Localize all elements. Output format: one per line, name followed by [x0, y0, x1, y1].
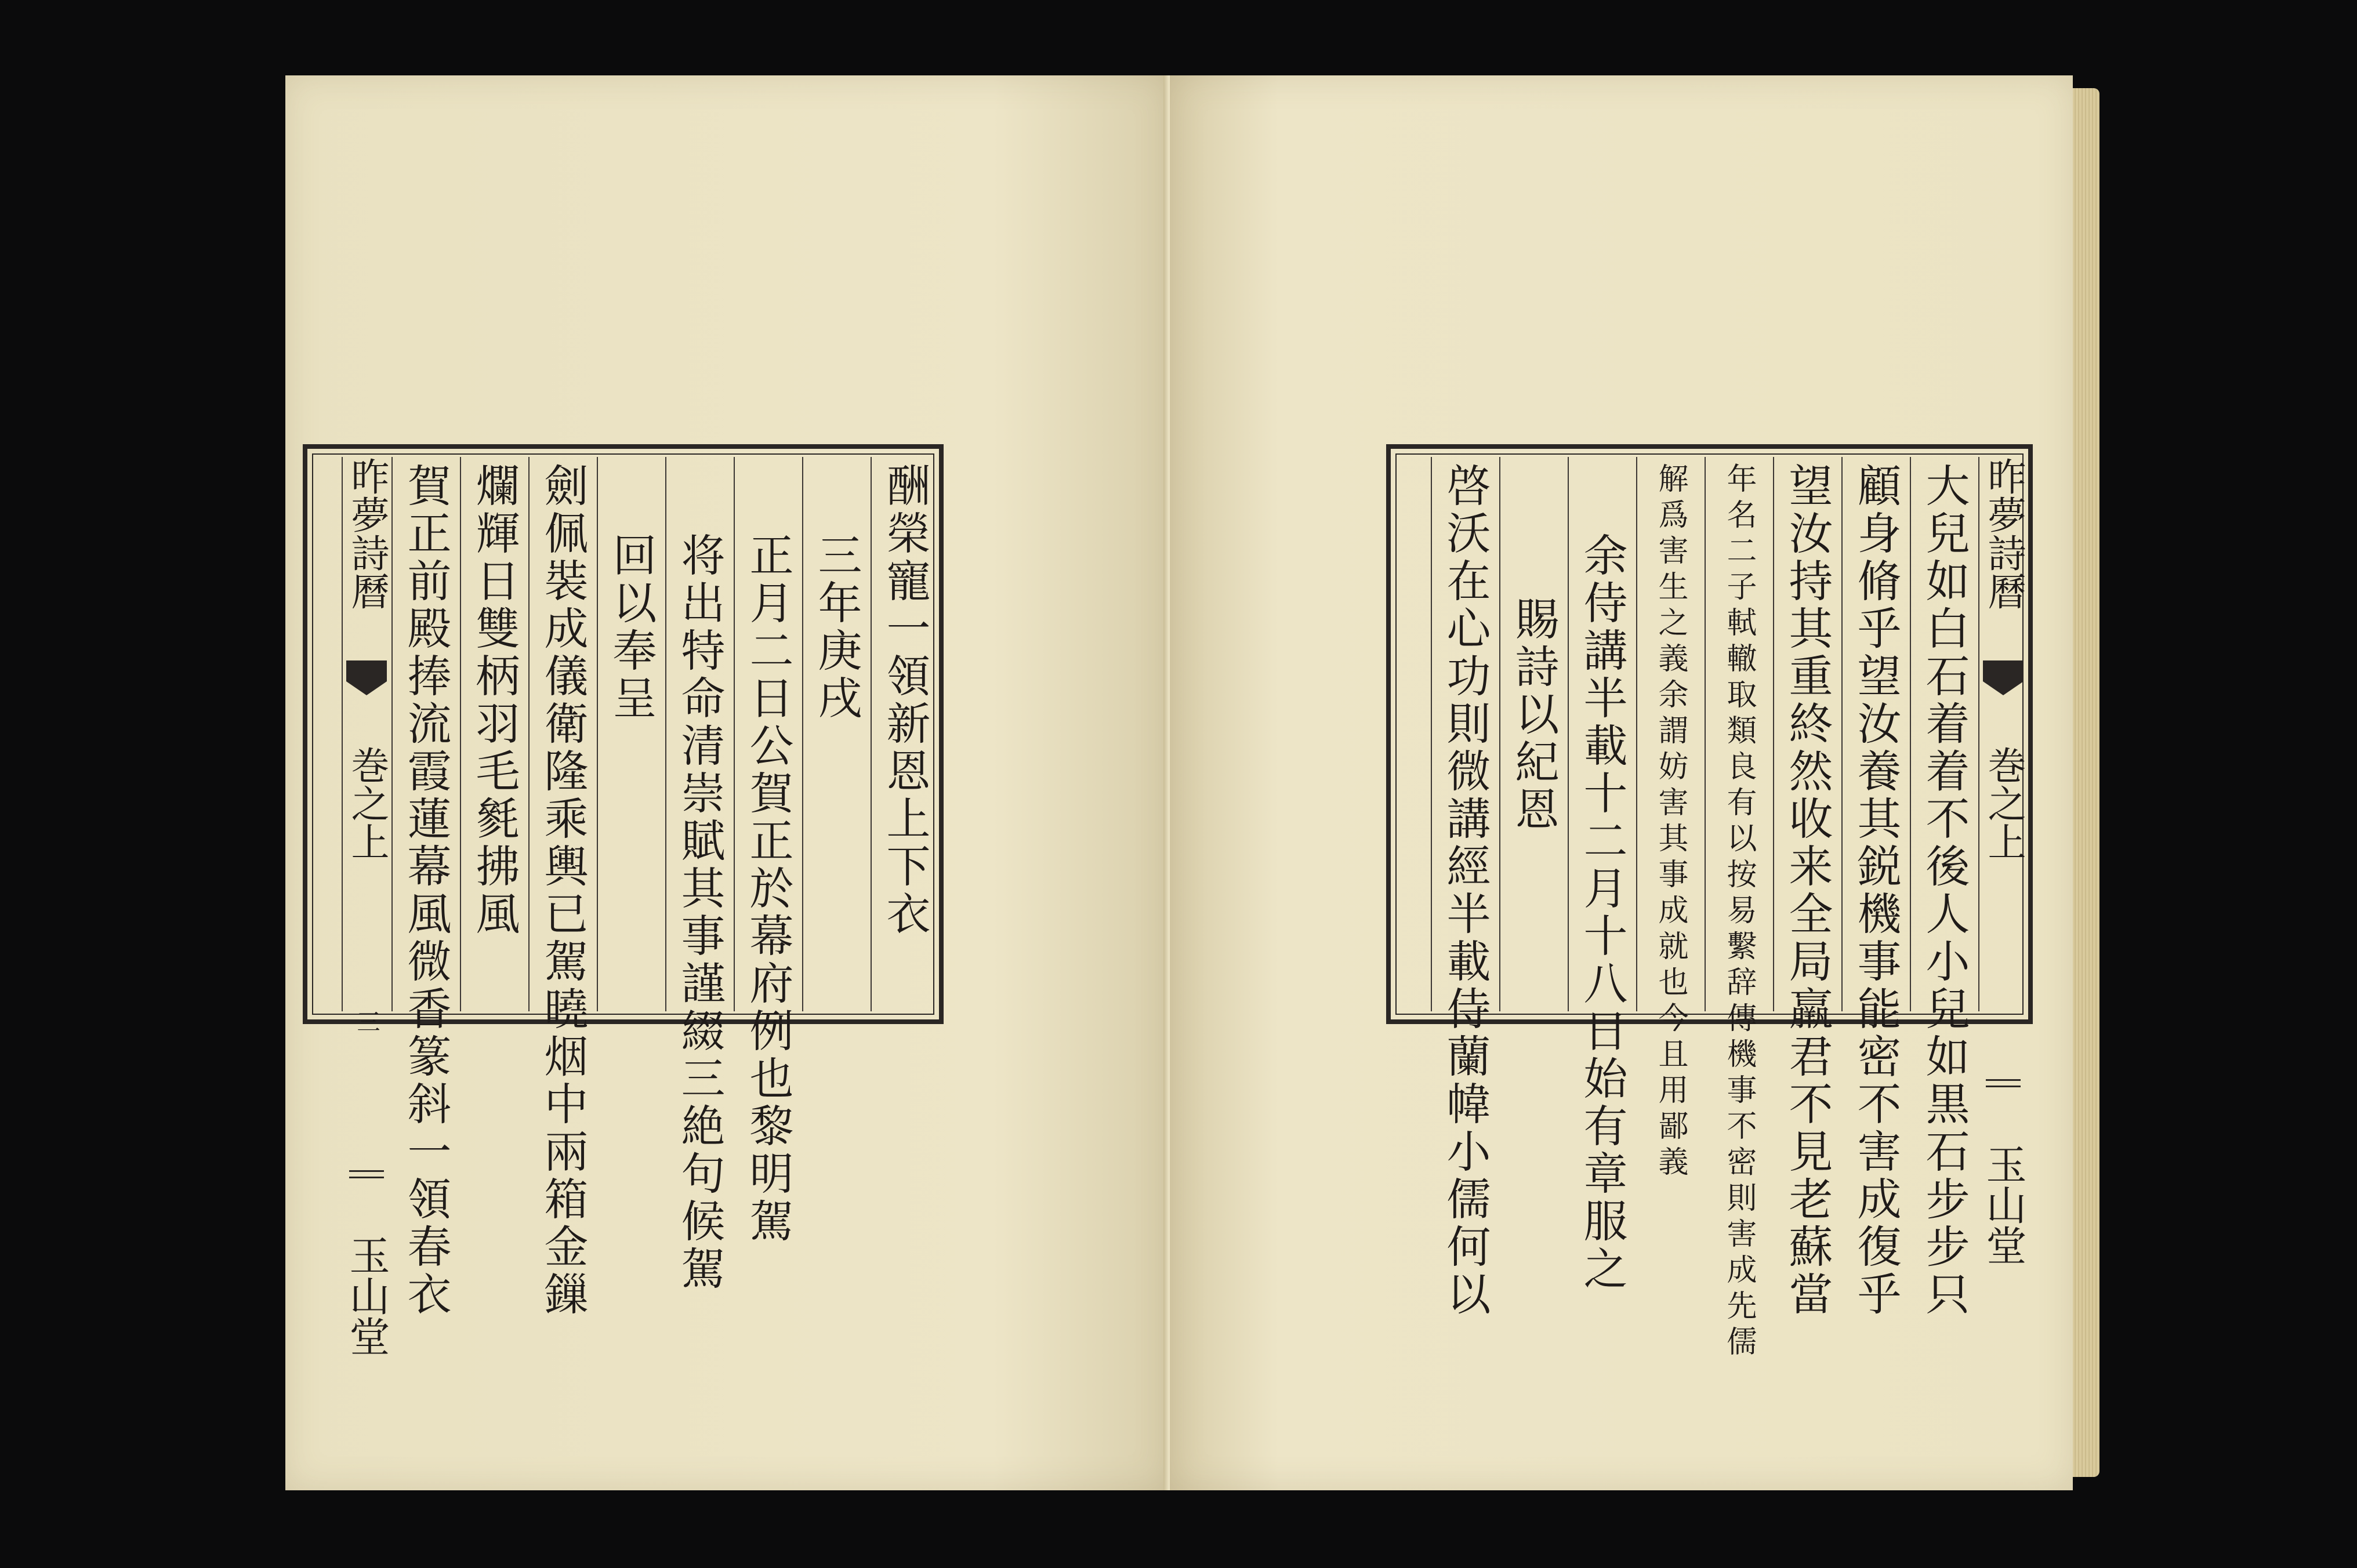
book-title: 昨夢詩曆: [345, 457, 389, 610]
left-page: [285, 75, 1170, 1490]
text-column: 余侍講半載十二月十八日始有章服之: [1568, 457, 1636, 1011]
left-text-frame: [303, 444, 944, 1356]
right-page: [1170, 75, 2073, 1490]
text-column: 望汝持其重終然收来全局羸君不見老蘇當: [1773, 457, 1841, 1011]
double-rule: [349, 1170, 384, 1178]
volume-label: 巻之上: [1981, 746, 2026, 861]
text-column: 劍佩裝成儀衛隆乘輿已駕曉烟中兩箱金鏁: [528, 457, 597, 1011]
text-column: 爛輝日雙柄羽毛毿拂風: [460, 457, 528, 1011]
text-column: 正月二日公賀正於幕府例也黎明駕: [734, 457, 802, 1011]
text-column: 将出特命清崇賦其事謹綴三絶句候駕: [665, 457, 734, 1011]
fish-tail-mark: [1983, 660, 2024, 695]
page-center-strip: [1978, 457, 2028, 1265]
text-column: 三年庚戌: [802, 457, 871, 1011]
page-center-strip: [342, 457, 391, 1356]
text-column: 顧身脩乎望汝養其鋭機事能密不害成復乎: [1841, 457, 1910, 1011]
text-column: 年名二子軾轍取類良有以按易繫辞傳機事不密則害成先儒: [1705, 457, 1773, 1011]
book-title: 昨夢詩曆: [1981, 457, 2026, 610]
text-column: 賜詩以紀恩: [1499, 457, 1568, 1011]
open-book: [273, 75, 2099, 1490]
page-number: 三: [353, 1010, 380, 1033]
text-column: 解爲害生之義余謂妨害其事成就也今且用鄙義: [1636, 457, 1705, 1011]
fish-tail-mark: [346, 660, 387, 695]
publisher-name: 玉山堂: [343, 1235, 390, 1356]
text-column: 大兒如白石着着不後人小兒如黒石步步只: [1910, 457, 1978, 1011]
volume-label: 巻之上: [345, 746, 389, 861]
text-column: 酬榮寵一領新恩上下衣: [871, 457, 939, 1011]
publisher-name: 玉山堂: [1979, 1144, 2027, 1265]
page-edges: [2073, 88, 2099, 1477]
text-column: 賀正前殿捧流霞蓮幕風微香篆斜一領春衣: [391, 457, 460, 1011]
double-rule: [1986, 1079, 2021, 1087]
right-text-frame: [1386, 444, 2033, 1362]
text-column: 啓沃在心功則微講經半載侍蘭幃小儒何以: [1431, 457, 1499, 1011]
text-column: 回以奉呈: [597, 457, 665, 1011]
